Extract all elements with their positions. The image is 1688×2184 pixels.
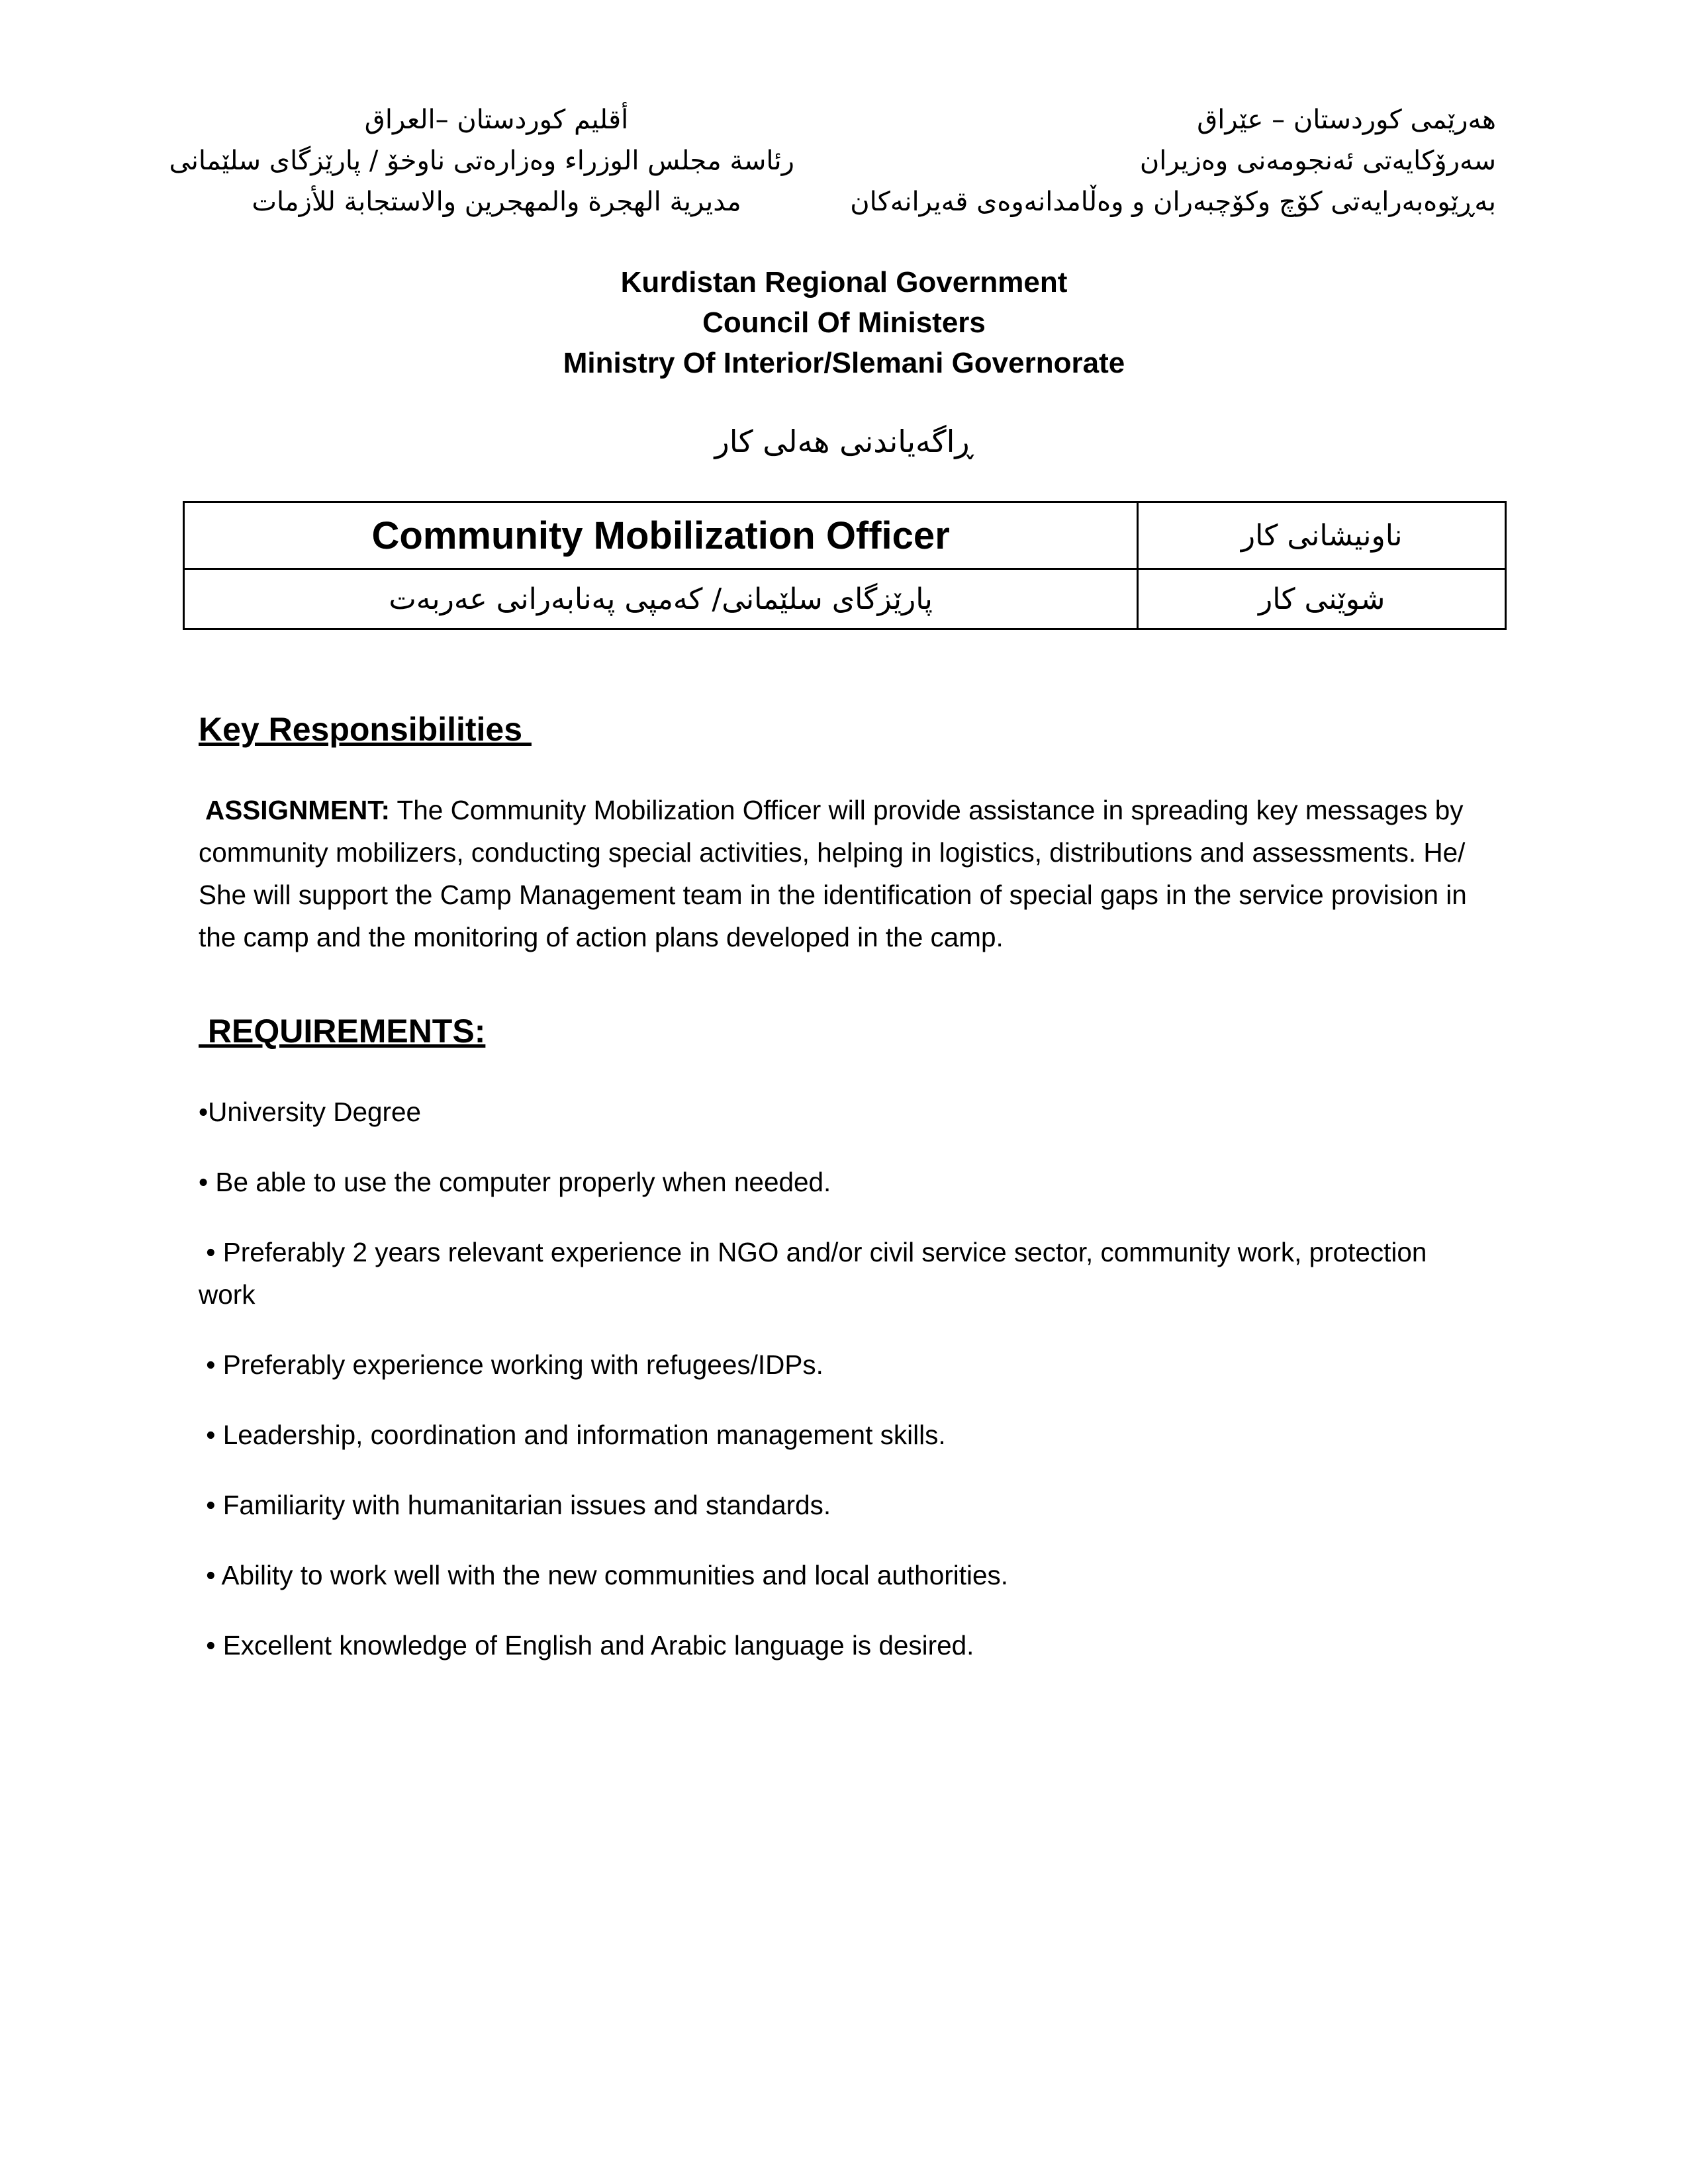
assignment-paragraph bbox=[199, 789, 1483, 958]
english-header-line-2: Council Of Ministers bbox=[702, 306, 986, 339]
requirement-item: • Ability to work well with the new communities and local authorities. bbox=[199, 1560, 1008, 1590]
arabic-header bbox=[169, 99, 794, 222]
kurdish-header-line-2: سەرۆکایەتی ئەنجومەنی وەزیران bbox=[1139, 146, 1496, 176]
job-location-value-cell bbox=[184, 569, 1138, 629]
arabic-header-line-3: مديرية الهجرة والمهجرين والاستجابة للأزمات bbox=[252, 187, 741, 217]
key-responsibilities-heading: Key Responsibilities bbox=[199, 711, 532, 748]
requirement-item: • Excellent knowledge of English and Arabic language is desired. bbox=[199, 1630, 974, 1661]
english-header-line-1: Kurdistan Regional Government bbox=[620, 266, 1068, 298]
announcement-title bbox=[0, 418, 1688, 465]
requirements-list bbox=[199, 1091, 1489, 1694]
requirement-item: • Be able to use the computer properly when needed. bbox=[199, 1167, 831, 1197]
requirement-item: •University Degree bbox=[199, 1097, 422, 1127]
job-title-label: ناونیشانی کار bbox=[1241, 518, 1403, 553]
job-location-value: پارێزگای سلێمانی/ کەمپی پەنابەرانی عەربەت bbox=[389, 582, 933, 616]
job-title-row bbox=[184, 502, 1506, 569]
job-location-row bbox=[184, 569, 1506, 629]
job-title-value-cell bbox=[184, 502, 1138, 569]
job-location-label: شوێنی کار bbox=[1258, 582, 1385, 616]
english-header-line-3: Ministry Of Interior/Slemani Governorate bbox=[563, 347, 1125, 379]
job-title-label-cell bbox=[1138, 502, 1506, 569]
requirement-item: • Preferably experience working with refugees/IDPs. bbox=[199, 1349, 823, 1380]
assignment-label: ASSIGNMENT: bbox=[205, 795, 391, 825]
arabic-header-line-2: رئاسة مجلس الوزراء وەزارەتی ناوخۆ / پارێزگای سلێمانی bbox=[169, 146, 794, 176]
assignment-text: The Community Mobilization Officer will provide assistance in spreading key messages by community mobilizers, conducting special activities, helping in logistics, distributions and assessments. He/ She will support the Camp Management team in the identification of special gaps in the service provision in the camp and the monitoring of action plans developed in the camp. bbox=[199, 795, 1467, 952]
kurdish-header-line-3: بەڕێوەبەرایەتی کۆچ وکۆچبەران و وەڵامدانەوەی قەیرانەکان bbox=[850, 187, 1496, 217]
job-location-label-cell bbox=[1138, 569, 1506, 629]
arabic-header-line-1: أقليم كوردستان –العراق bbox=[364, 105, 629, 135]
job-info-table bbox=[183, 501, 1507, 630]
kurdish-header-line-1: هەرێمی کوردستان – عێراق bbox=[1197, 105, 1496, 135]
requirement-item: • Leadership, coordination and information management skills. bbox=[199, 1420, 946, 1450]
job-title-value: Community Mobilization Officer bbox=[371, 514, 950, 557]
requirement-item: • Familiarity with humanitarian issues and standards. bbox=[199, 1490, 831, 1520]
english-header bbox=[0, 262, 1688, 383]
requirement-item: • Preferably 2 years relevant experience in NGO and/or civil service sector, community work, protection work bbox=[199, 1237, 1434, 1310]
announcement-title-text: ڕاگەیاندنی هەلی کار bbox=[714, 424, 974, 459]
requirements-heading: REQUIREMENTS: bbox=[199, 1013, 486, 1050]
kurdish-header bbox=[850, 99, 1496, 222]
